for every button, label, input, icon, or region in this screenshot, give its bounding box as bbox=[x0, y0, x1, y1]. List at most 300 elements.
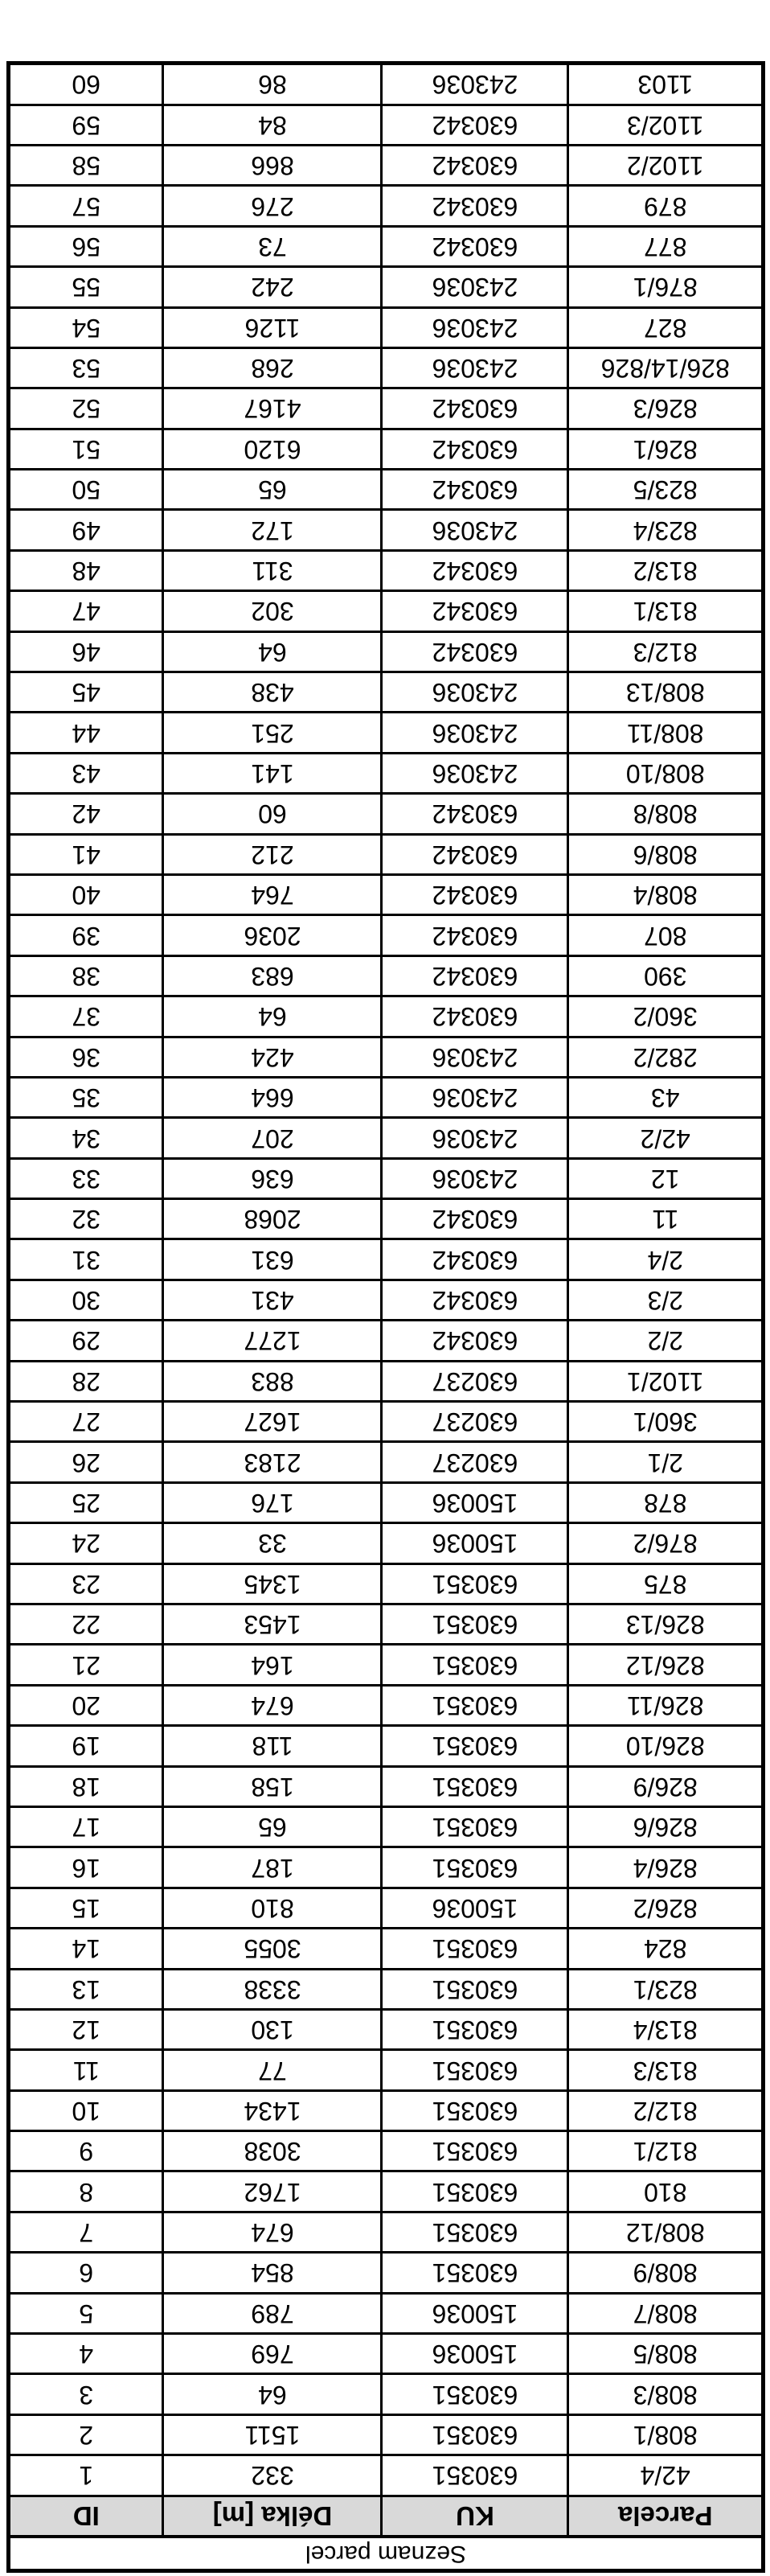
cell-ku: 630351 bbox=[382, 2131, 568, 2171]
table-row bbox=[10, 1482, 761, 1522]
table-row bbox=[10, 347, 761, 388]
cell-delka: 73 bbox=[163, 226, 382, 266]
cell-id: 48 bbox=[10, 550, 163, 590]
table-row bbox=[10, 1563, 761, 1604]
table-row bbox=[10, 2334, 761, 2374]
table-row bbox=[10, 1158, 761, 1198]
cell-parcela: 808/1 bbox=[568, 2414, 761, 2455]
cell-delka: 176 bbox=[163, 1482, 382, 1522]
cell-ku: 630351 bbox=[382, 2253, 568, 2293]
cell-parcela: 1102/1 bbox=[568, 1361, 761, 1401]
cell-delka: 1511 bbox=[163, 2414, 382, 2455]
cell-ku: 243036 bbox=[382, 1077, 568, 1117]
cell-delka: 158 bbox=[163, 1766, 382, 1806]
table-row bbox=[10, 105, 761, 145]
cell-delka: 883 bbox=[163, 1361, 382, 1401]
cell-parcela: 360/1 bbox=[568, 1402, 761, 1442]
header-ku: KU bbox=[382, 2496, 568, 2535]
cell-id: 54 bbox=[10, 307, 163, 347]
cell-id: 3 bbox=[10, 2374, 163, 2414]
table-row bbox=[10, 996, 761, 1037]
cell-ku: 630351 bbox=[382, 1726, 568, 1766]
table-row bbox=[10, 1523, 761, 1563]
table-row bbox=[10, 1969, 761, 2009]
cell-delka: 187 bbox=[163, 1847, 382, 1888]
cell-parcela: 813/2 bbox=[568, 550, 761, 590]
cell-id: 22 bbox=[10, 1604, 163, 1645]
cell-delka: 64 bbox=[163, 996, 382, 1037]
cell-delka: 2183 bbox=[163, 1442, 382, 1482]
table-row bbox=[10, 226, 761, 266]
cell-id: 37 bbox=[10, 996, 163, 1037]
table-row bbox=[10, 753, 761, 793]
cell-ku: 630237 bbox=[382, 1402, 568, 1442]
table-row bbox=[10, 1402, 761, 1442]
cell-delka: 118 bbox=[163, 1726, 382, 1766]
cell-parcela: 42/4 bbox=[568, 2455, 761, 2496]
cell-delka: 64 bbox=[163, 631, 382, 672]
cell-parcela: 808/9 bbox=[568, 2253, 761, 2293]
cell-ku: 630342 bbox=[382, 631, 568, 672]
cell-ku: 630237 bbox=[382, 1442, 568, 1482]
cell-parcela: 813/1 bbox=[568, 591, 761, 631]
cell-parcela: 813/3 bbox=[568, 2050, 761, 2090]
cell-id: 40 bbox=[10, 874, 163, 914]
cell-parcela: 823/4 bbox=[568, 510, 761, 550]
cell-delka: 3338 bbox=[163, 1969, 382, 2009]
table-row bbox=[10, 631, 761, 672]
table-body bbox=[10, 65, 761, 2496]
cell-id: 49 bbox=[10, 510, 163, 550]
table-row bbox=[10, 550, 761, 590]
cell-ku: 630342 bbox=[382, 591, 568, 631]
cell-delka: 789 bbox=[163, 2293, 382, 2333]
cell-id: 15 bbox=[10, 1888, 163, 1928]
cell-parcela: 360/2 bbox=[568, 996, 761, 1037]
cell-parcela: 826/9 bbox=[568, 1766, 761, 1806]
cell-ku: 243036 bbox=[382, 267, 568, 307]
cell-delka: 1345 bbox=[163, 1563, 382, 1604]
cell-ku: 243036 bbox=[382, 753, 568, 793]
cell-parcela: 12 bbox=[568, 1158, 761, 1198]
cell-ku: 630342 bbox=[382, 145, 568, 185]
cell-ku: 243036 bbox=[382, 713, 568, 753]
cell-ku: 630342 bbox=[382, 429, 568, 469]
cell-ku: 630342 bbox=[382, 1199, 568, 1239]
cell-parcela: 808/10 bbox=[568, 753, 761, 793]
header-id: ID bbox=[10, 2496, 163, 2535]
table-title: Seznam parcel bbox=[10, 2535, 761, 2569]
cell-delka: 674 bbox=[163, 2212, 382, 2252]
table-row bbox=[10, 874, 761, 914]
cell-delka: 2068 bbox=[163, 1199, 382, 1239]
cell-parcela: 823/1 bbox=[568, 1969, 761, 2009]
cell-delka: 77 bbox=[163, 2050, 382, 2090]
cell-id: 12 bbox=[10, 2009, 163, 2049]
cell-id: 16 bbox=[10, 1847, 163, 1888]
cell-delka: 164 bbox=[163, 1645, 382, 1685]
cell-id: 5 bbox=[10, 2293, 163, 2333]
cell-delka: 268 bbox=[163, 347, 382, 388]
cell-delka: 810 bbox=[163, 1888, 382, 1928]
cell-id: 43 bbox=[10, 753, 163, 793]
cell-ku: 630342 bbox=[382, 1280, 568, 1320]
cell-ku: 630342 bbox=[382, 550, 568, 590]
cell-ku: 630351 bbox=[382, 2374, 568, 2414]
cell-ku: 150036 bbox=[382, 1482, 568, 1522]
cell-ku: 630351 bbox=[382, 1806, 568, 1847]
cell-delka: 212 bbox=[163, 834, 382, 874]
cell-ku: 630351 bbox=[382, 1929, 568, 1969]
cell-delka: 65 bbox=[163, 1806, 382, 1847]
cell-delka: 674 bbox=[163, 1685, 382, 1725]
cell-id: 53 bbox=[10, 347, 163, 388]
cell-parcela: 808/7 bbox=[568, 2293, 761, 2333]
cell-parcela: 826/3 bbox=[568, 388, 761, 429]
cell-ku: 630351 bbox=[382, 2171, 568, 2212]
table-row bbox=[10, 713, 761, 753]
cell-ku: 630342 bbox=[382, 105, 568, 145]
cell-id: 9 bbox=[10, 2131, 163, 2171]
table-row bbox=[10, 145, 761, 185]
cell-delka: 664 bbox=[163, 1077, 382, 1117]
table-row bbox=[10, 2171, 761, 2212]
cell-id: 17 bbox=[10, 1806, 163, 1847]
cell-delka: 1627 bbox=[163, 1402, 382, 1442]
cell-id: 47 bbox=[10, 591, 163, 631]
cell-parcela: 826/1 bbox=[568, 429, 761, 469]
cell-id: 8 bbox=[10, 2171, 163, 2212]
cell-parcela: 43 bbox=[568, 1077, 761, 1117]
cell-id: 50 bbox=[10, 470, 163, 510]
table-row bbox=[10, 1077, 761, 1117]
header-delka: Délka [m] bbox=[163, 2496, 382, 2535]
cell-delka: 431 bbox=[163, 1280, 382, 1320]
table-row bbox=[10, 65, 761, 105]
cell-parcela: 826/11 bbox=[568, 1685, 761, 1725]
cell-delka: 311 bbox=[163, 550, 382, 590]
cell-id: 31 bbox=[10, 1239, 163, 1280]
table-row bbox=[10, 1604, 761, 1645]
cell-id: 57 bbox=[10, 186, 163, 226]
cell-id: 26 bbox=[10, 1442, 163, 1482]
table-row bbox=[10, 2253, 761, 2293]
cell-id: 52 bbox=[10, 388, 163, 429]
table-row bbox=[10, 1847, 761, 1888]
table-row bbox=[10, 1888, 761, 1928]
cell-delka: 438 bbox=[163, 672, 382, 713]
cell-delka: 2036 bbox=[163, 915, 382, 955]
header-parcela: Parcela bbox=[568, 2496, 761, 2535]
table-row bbox=[10, 591, 761, 631]
cell-delka: 1453 bbox=[163, 1604, 382, 1645]
cell-ku: 630342 bbox=[382, 1239, 568, 1280]
cell-parcela: 823/5 bbox=[568, 470, 761, 510]
table-row bbox=[10, 388, 761, 429]
cell-id: 20 bbox=[10, 1685, 163, 1725]
cell-id: 46 bbox=[10, 631, 163, 672]
cell-parcela: 808/4 bbox=[568, 874, 761, 914]
cell-parcela: 827 bbox=[568, 307, 761, 347]
cell-ku: 630342 bbox=[382, 874, 568, 914]
cell-parcela: 11 bbox=[568, 1199, 761, 1239]
table-row bbox=[10, 186, 761, 226]
cell-ku: 243036 bbox=[382, 347, 568, 388]
cell-id: 41 bbox=[10, 834, 163, 874]
cell-ku: 630342 bbox=[382, 186, 568, 226]
cell-id: 38 bbox=[10, 955, 163, 996]
cell-ku: 630351 bbox=[382, 2050, 568, 2090]
cell-ku: 243036 bbox=[382, 65, 568, 105]
cell-parcela: 878 bbox=[568, 1482, 761, 1522]
cell-ku: 150036 bbox=[382, 2293, 568, 2333]
cell-id: 51 bbox=[10, 429, 163, 469]
table-row bbox=[10, 1929, 761, 1969]
table-row bbox=[10, 1037, 761, 1077]
cell-delka: 636 bbox=[163, 1158, 382, 1198]
cell-parcela: 826/14/826 bbox=[568, 347, 761, 388]
cell-ku: 630351 bbox=[382, 1847, 568, 1888]
header-row bbox=[10, 2496, 761, 2535]
cell-id: 25 bbox=[10, 1482, 163, 1522]
table-row bbox=[10, 1118, 761, 1158]
cell-parcela: 282/2 bbox=[568, 1037, 761, 1077]
cell-id: 35 bbox=[10, 1077, 163, 1117]
table-row bbox=[10, 1239, 761, 1280]
table-row bbox=[10, 267, 761, 307]
cell-delka: 251 bbox=[163, 713, 382, 753]
cell-parcela: 810 bbox=[568, 2171, 761, 2212]
cell-parcela: 2/2 bbox=[568, 1321, 761, 1361]
cell-parcela: 875 bbox=[568, 1563, 761, 1604]
cell-id: 13 bbox=[10, 1969, 163, 2009]
table-row bbox=[10, 1280, 761, 1320]
cell-parcela: 1102/3 bbox=[568, 105, 761, 145]
cell-ku: 630342 bbox=[382, 834, 568, 874]
table-row bbox=[10, 1766, 761, 1806]
cell-ku: 630342 bbox=[382, 388, 568, 429]
table-row bbox=[10, 672, 761, 713]
cell-delka: 130 bbox=[163, 2009, 382, 2049]
cell-ku: 150036 bbox=[382, 1888, 568, 1928]
cell-parcela: 877 bbox=[568, 226, 761, 266]
cell-ku: 243036 bbox=[382, 672, 568, 713]
cell-id: 60 bbox=[10, 65, 163, 105]
cell-delka: 769 bbox=[163, 2334, 382, 2374]
cell-id: 32 bbox=[10, 1199, 163, 1239]
cell-ku: 243036 bbox=[382, 1158, 568, 1198]
cell-parcela: 2/3 bbox=[568, 1280, 761, 1320]
cell-parcela: 808/12 bbox=[568, 2212, 761, 2252]
cell-ku: 630342 bbox=[382, 996, 568, 1037]
cell-ku: 630351 bbox=[382, 2212, 568, 2252]
cell-delka: 424 bbox=[163, 1037, 382, 1077]
cell-delka: 302 bbox=[163, 591, 382, 631]
table-row bbox=[10, 1321, 761, 1361]
cell-parcela: 876/1 bbox=[568, 267, 761, 307]
cell-parcela: 879 bbox=[568, 186, 761, 226]
cell-ku: 630351 bbox=[382, 1766, 568, 1806]
cell-id: 36 bbox=[10, 1037, 163, 1077]
cell-ku: 630351 bbox=[382, 1604, 568, 1645]
cell-ku: 243036 bbox=[382, 1118, 568, 1158]
cell-id: 58 bbox=[10, 145, 163, 185]
cell-parcela: 826/10 bbox=[568, 1726, 761, 1766]
cell-parcela: 812/3 bbox=[568, 631, 761, 672]
table-row bbox=[10, 2374, 761, 2414]
cell-delka: 33 bbox=[163, 1523, 382, 1563]
table-row bbox=[10, 307, 761, 347]
cell-id: 27 bbox=[10, 1402, 163, 1442]
cell-ku: 630351 bbox=[382, 2414, 568, 2455]
cell-delka: 207 bbox=[163, 1118, 382, 1158]
cell-delka: 141 bbox=[163, 753, 382, 793]
cell-parcela: 390 bbox=[568, 955, 761, 996]
cell-parcela: 826/6 bbox=[568, 1806, 761, 1847]
cell-delka: 1434 bbox=[163, 2090, 382, 2130]
cell-delka: 1126 bbox=[163, 307, 382, 347]
parcel-table bbox=[10, 65, 761, 2535]
cell-parcela: 808/8 bbox=[568, 794, 761, 834]
cell-delka: 1277 bbox=[163, 1321, 382, 1361]
cell-delka: 854 bbox=[163, 2253, 382, 2293]
table-row bbox=[10, 1806, 761, 1847]
cell-parcela: 2/4 bbox=[568, 1239, 761, 1280]
cell-ku: 630351 bbox=[382, 1645, 568, 1685]
cell-parcela: 807 bbox=[568, 915, 761, 955]
cell-id: 1 bbox=[10, 2455, 163, 2496]
cell-ku: 243036 bbox=[382, 1037, 568, 1077]
table-row bbox=[10, 470, 761, 510]
cell-ku: 630237 bbox=[382, 1361, 568, 1401]
table-row bbox=[10, 2455, 761, 2496]
cell-parcela: 42/2 bbox=[568, 1118, 761, 1158]
cell-ku: 630351 bbox=[382, 2455, 568, 2496]
cell-id: 6 bbox=[10, 2253, 163, 2293]
cell-id: 34 bbox=[10, 1118, 163, 1158]
cell-delka: 60 bbox=[163, 794, 382, 834]
cell-ku: 630342 bbox=[382, 955, 568, 996]
cell-parcela: 824 bbox=[568, 1929, 761, 1969]
cell-delka: 242 bbox=[163, 267, 382, 307]
cell-id: 10 bbox=[10, 2090, 163, 2130]
cell-parcela: 826/13 bbox=[568, 1604, 761, 1645]
cell-id: 23 bbox=[10, 1563, 163, 1604]
cell-id: 29 bbox=[10, 1321, 163, 1361]
cell-parcela: 808/5 bbox=[568, 2334, 761, 2374]
cell-ku: 630342 bbox=[382, 226, 568, 266]
cell-parcela: 826/12 bbox=[568, 1645, 761, 1685]
cell-delka: 6120 bbox=[163, 429, 382, 469]
table-row bbox=[10, 1442, 761, 1482]
cell-delka: 65 bbox=[163, 470, 382, 510]
cell-delka: 276 bbox=[163, 186, 382, 226]
cell-id: 11 bbox=[10, 2050, 163, 2090]
cell-id: 14 bbox=[10, 1929, 163, 1969]
cell-delka: 764 bbox=[163, 874, 382, 914]
cell-id: 39 bbox=[10, 915, 163, 955]
cell-parcela: 808/11 bbox=[568, 713, 761, 753]
cell-ku: 630351 bbox=[382, 1685, 568, 1725]
cell-parcela: 813/4 bbox=[568, 2009, 761, 2049]
table-row bbox=[10, 2090, 761, 2130]
cell-delka: 3055 bbox=[163, 1929, 382, 1969]
table-row bbox=[10, 429, 761, 469]
table-row bbox=[10, 1645, 761, 1685]
cell-id: 59 bbox=[10, 105, 163, 145]
table-row bbox=[10, 510, 761, 550]
table-row bbox=[10, 1685, 761, 1725]
cell-parcela: 2/1 bbox=[568, 1442, 761, 1482]
cell-parcela: 876/2 bbox=[568, 1523, 761, 1563]
table-row bbox=[10, 2131, 761, 2171]
cell-id: 2 bbox=[10, 2414, 163, 2455]
cell-id: 44 bbox=[10, 713, 163, 753]
cell-id: 42 bbox=[10, 794, 163, 834]
table-row bbox=[10, 915, 761, 955]
parcel-list-sheet bbox=[6, 61, 765, 2573]
cell-delka: 172 bbox=[163, 510, 382, 550]
table-row bbox=[10, 1199, 761, 1239]
cell-delka: 64 bbox=[163, 2374, 382, 2414]
cell-id: 33 bbox=[10, 1158, 163, 1198]
cell-id: 45 bbox=[10, 672, 163, 713]
table-row bbox=[10, 2293, 761, 2333]
table-row bbox=[10, 1361, 761, 1401]
cell-ku: 630351 bbox=[382, 2009, 568, 2049]
cell-ku: 243036 bbox=[382, 307, 568, 347]
cell-ku: 630351 bbox=[382, 2090, 568, 2130]
cell-ku: 630342 bbox=[382, 794, 568, 834]
table-row bbox=[10, 955, 761, 996]
cell-id: 18 bbox=[10, 1766, 163, 1806]
cell-ku: 630342 bbox=[382, 470, 568, 510]
cell-id: 7 bbox=[10, 2212, 163, 2252]
table-row bbox=[10, 2212, 761, 2252]
cell-ku: 630351 bbox=[382, 1563, 568, 1604]
cell-id: 4 bbox=[10, 2334, 163, 2374]
cell-parcela: 808/6 bbox=[568, 834, 761, 874]
cell-ku: 243036 bbox=[382, 510, 568, 550]
cell-id: 28 bbox=[10, 1361, 163, 1401]
cell-parcela: 808/13 bbox=[568, 672, 761, 713]
cell-parcela: 826/4 bbox=[568, 1847, 761, 1888]
table-row bbox=[10, 1726, 761, 1766]
cell-delka: 84 bbox=[163, 105, 382, 145]
cell-delka: 631 bbox=[163, 1239, 382, 1280]
cell-delka: 4167 bbox=[163, 388, 382, 429]
cell-ku: 630342 bbox=[382, 1321, 568, 1361]
table-row bbox=[10, 834, 761, 874]
cell-parcela: 808/3 bbox=[568, 2374, 761, 2414]
cell-id: 55 bbox=[10, 267, 163, 307]
cell-parcela: 1103 bbox=[568, 65, 761, 105]
cell-id: 24 bbox=[10, 1523, 163, 1563]
cell-delka: 3038 bbox=[163, 2131, 382, 2171]
cell-delka: 1762 bbox=[163, 2171, 382, 2212]
cell-ku: 150036 bbox=[382, 2334, 568, 2374]
cell-ku: 630342 bbox=[382, 915, 568, 955]
cell-id: 56 bbox=[10, 226, 163, 266]
cell-delka: 866 bbox=[163, 145, 382, 185]
cell-parcela: 826/2 bbox=[568, 1888, 761, 1928]
cell-parcela: 1102/2 bbox=[568, 145, 761, 185]
cell-id: 19 bbox=[10, 1726, 163, 1766]
table-row bbox=[10, 2414, 761, 2455]
cell-parcela: 812/1 bbox=[568, 2131, 761, 2171]
cell-ku: 630351 bbox=[382, 1969, 568, 2009]
table-row bbox=[10, 2009, 761, 2049]
